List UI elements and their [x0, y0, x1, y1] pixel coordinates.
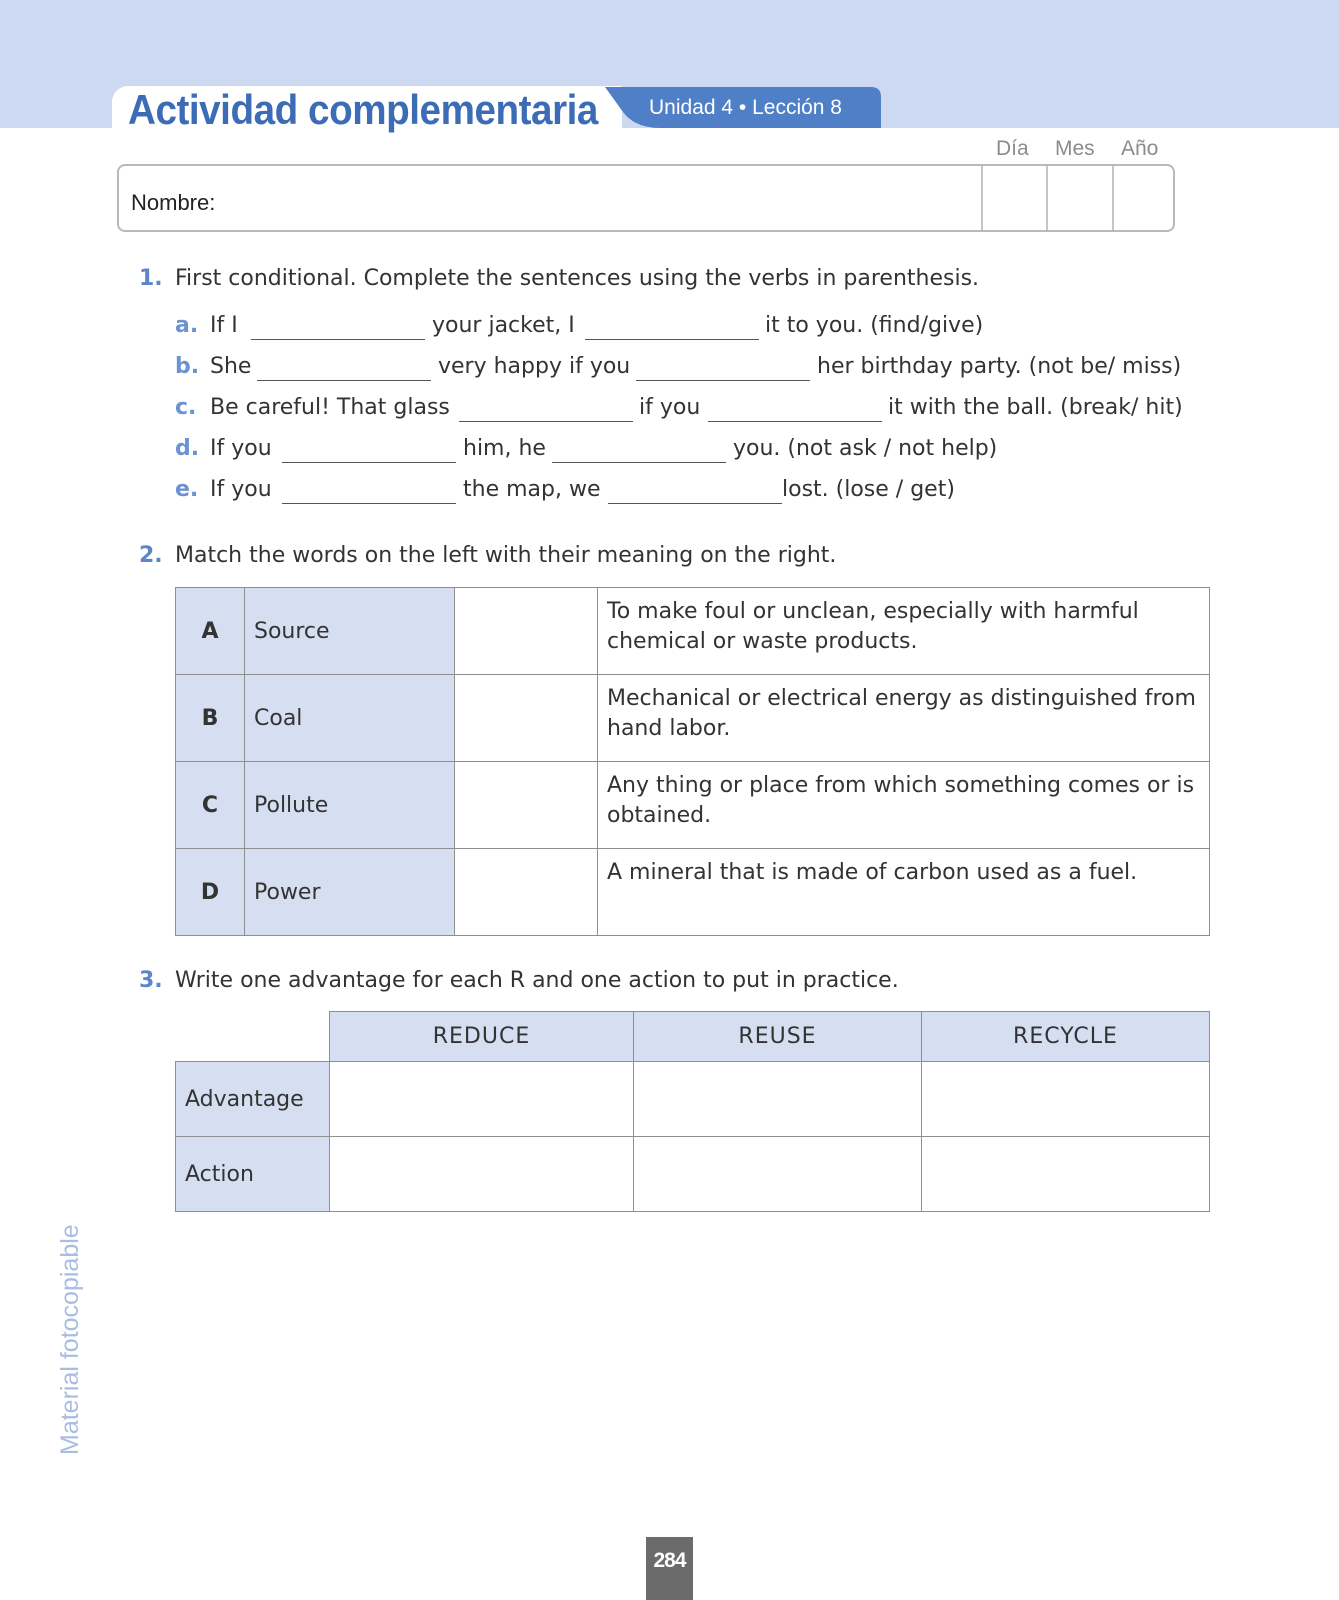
page-number: 284: [646, 1537, 693, 1600]
answer-blank[interactable]: [282, 462, 456, 463]
match-answer-cell[interactable]: [455, 762, 598, 849]
answer-blank[interactable]: [251, 339, 425, 340]
sentence-part: Be careful! That glass: [210, 395, 450, 420]
sentence-part: lost. (lose / get): [782, 477, 955, 502]
sentence-letter: b.: [175, 354, 200, 379]
sentence-letter: a.: [175, 313, 199, 338]
question-1-instruction: First conditional. Complete the sentences using the verbs in parenthesis.: [175, 266, 980, 291]
answer-cell[interactable]: [922, 1137, 1210, 1212]
sentence-letter: c.: [175, 395, 197, 420]
question-2-instruction: Match the words on the left with their meaning on the right.: [175, 543, 837, 568]
table-corner: [176, 1012, 330, 1062]
match-definition: Any thing or place from which something comes or is obtained.: [598, 762, 1210, 849]
sentence-part: your jacket, I: [432, 313, 575, 338]
question-2-number: 2.: [139, 543, 163, 568]
sentence-part: you. (not ask / not help): [733, 436, 998, 461]
match-definition: Mechanical or electrical energy as distinguished from hand labor.: [598, 675, 1210, 762]
table-row: [176, 1137, 1210, 1212]
sentence-part: if you: [639, 395, 701, 420]
three-rs-table: [175, 1011, 1210, 1212]
answer-blank[interactable]: [552, 462, 726, 463]
answer-cell[interactable]: [634, 1062, 922, 1137]
table-row: [176, 1062, 1210, 1137]
side-copyright-label: Material fotocopiable: [56, 1224, 84, 1455]
column-header-recycle: RECYCLE: [922, 1012, 1210, 1062]
table-row: [176, 762, 1210, 849]
table-header-row: [176, 1012, 1210, 1062]
year-field[interactable]: [1112, 166, 1114, 230]
sentence-letter: e.: [175, 477, 199, 502]
sentence-part: her birthday party. (not be/ miss): [817, 354, 1182, 379]
question-1-number: 1.: [139, 266, 163, 291]
match-answer-cell[interactable]: [455, 849, 598, 936]
match-answer-cell[interactable]: [455, 588, 598, 675]
match-letter: C: [176, 762, 245, 849]
sentence-part: If I: [210, 313, 238, 338]
sentence-part: very happy if you: [438, 354, 631, 379]
sentence-part: If you: [210, 436, 272, 461]
answer-cell[interactable]: [330, 1137, 634, 1212]
match-word: Pollute: [245, 762, 455, 849]
unit-lesson-label: Unidad 4 • Lección 8: [649, 96, 842, 119]
match-word: Power: [245, 849, 455, 936]
row-label-action: Action: [176, 1137, 330, 1212]
question-3-number: 3.: [139, 968, 163, 993]
name-label: Nombre:: [131, 190, 216, 215]
answer-blank[interactable]: [459, 421, 633, 422]
answer-blank[interactable]: [282, 503, 456, 504]
match-answer-cell[interactable]: [455, 675, 598, 762]
sentence-part: him, he: [463, 436, 546, 461]
answer-blank[interactable]: [608, 503, 782, 504]
sentence-part: the map, we: [463, 477, 601, 502]
date-label-month: Mes: [1055, 137, 1095, 160]
table-row: [176, 849, 1210, 936]
answer-blank[interactable]: [257, 380, 431, 381]
match-word: Source: [245, 588, 455, 675]
match-letter: B: [176, 675, 245, 762]
question-3-instruction: Write one advantage for each R and one action to put in practice.: [175, 968, 899, 993]
answer-blank[interactable]: [708, 421, 882, 422]
answer-cell[interactable]: [330, 1062, 634, 1137]
match-letter: A: [176, 588, 245, 675]
answer-cell[interactable]: [922, 1062, 1210, 1137]
match-letter: D: [176, 849, 245, 936]
sentence-part: She: [210, 354, 252, 379]
sentence-part: it to you. (find/give): [765, 313, 984, 338]
sentence-part: it with the ball. (break/ hit): [888, 395, 1183, 420]
day-field[interactable]: [981, 166, 983, 230]
month-field[interactable]: [1046, 166, 1048, 230]
date-label-year: Año: [1121, 137, 1159, 160]
name-field-box[interactable]: [117, 164, 1175, 232]
answer-blank[interactable]: [636, 380, 810, 381]
column-header-reuse: REUSE: [634, 1012, 922, 1062]
match-word: Coal: [245, 675, 455, 762]
row-label-advantage: Advantage: [176, 1062, 330, 1137]
sentence-letter: d.: [175, 436, 200, 461]
answer-blank[interactable]: [585, 339, 759, 340]
page-title: Actividad complementaria: [128, 86, 598, 133]
column-header-reduce: REDUCE: [330, 1012, 634, 1062]
matching-table: [175, 587, 1210, 936]
match-definition: A mineral that is made of carbon used as a fuel.: [598, 849, 1210, 936]
answer-cell[interactable]: [634, 1137, 922, 1212]
table-row: [176, 675, 1210, 762]
table-row: [176, 588, 1210, 675]
sentence-part: If you: [210, 477, 272, 502]
match-definition: To make foul or unclean, especially with harmful chemical or waste products.: [598, 588, 1210, 675]
date-label-day: Día: [996, 137, 1029, 160]
